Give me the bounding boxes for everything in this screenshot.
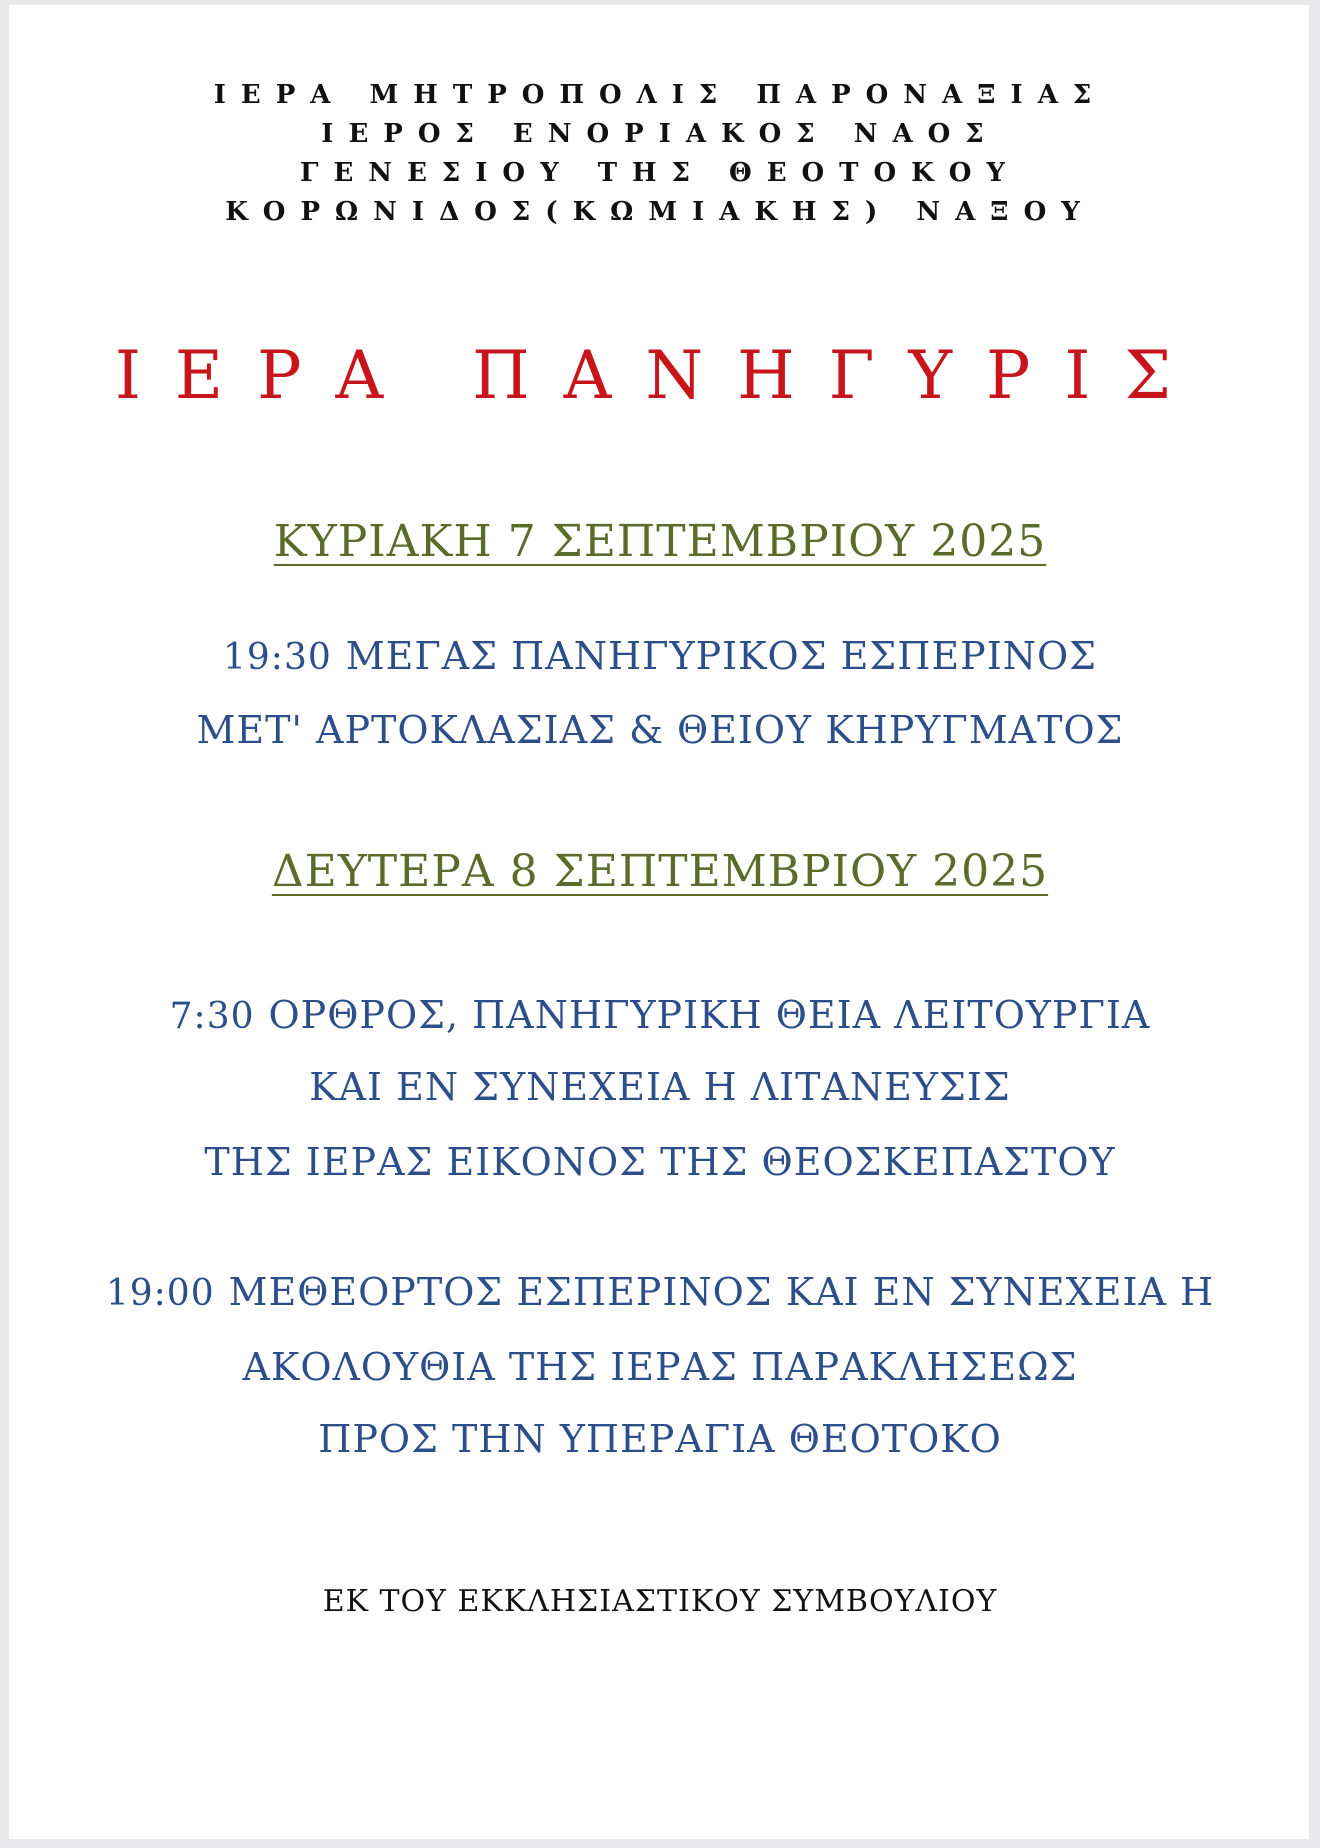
- day2-evening-line-3: ΠΡΟΣ ΤΗΝ ΥΠΕΡΑΓΙΑ ΘΕΟΤΟΚΟ: [318, 1417, 1002, 1461]
- header-location: ΚΟΡΩΝΙΔΟΣ(ΚΩΜΙΑΚΗΣ) ΝΑΞΟΥ: [225, 197, 1095, 227]
- day2-morning-time: 7:30: [169, 996, 255, 1037]
- day1-date: ΚΥΡΙΑΚΗ 7 ΣΕΠΤΕΜΒΡΙΟΥ 2025: [273, 516, 1047, 567]
- day1-line-1-text: ΜΕΓΑΣ ΠΑΝΗΓΥΡΙΚΟΣ ΕΣΠΕΡΙΝΟΣ: [345, 634, 1097, 678]
- day2-morning-line-3: ΤΗΣ ΙΕΡΑΣ ΕΙΚΟΝΟΣ ΤΗΣ ΘΕΟΣΚΕΠΑΣΤΟΥ: [204, 1140, 1116, 1184]
- header-church-name: ΓΕΝΕΣΙΟΥ ΤΗΣ ΘΕΟΤΟΚΟΥ: [300, 158, 1020, 188]
- announcement-page: [9, 5, 1309, 1839]
- day2-evening-line-1-text: ΜΕΘΕΟΡΤΟΣ ΕΣΠΕΡΙΝΟΣ ΚΑΙ ΕΝ ΣΥΝΕΧΕΙΑ Η: [228, 1270, 1215, 1314]
- page-title: ΙΕΡΑ ΠΑΝΗΓΥΡΙΣ: [114, 337, 1206, 414]
- day2-morning-line-2: ΚΑΙ ΕΝ ΣΥΝΕΧΕΙΑ Η ΛΙΤΑΝΕΥΣΙΣ: [309, 1065, 1011, 1109]
- header-parish: ΙΕΡΟΣ ΕΝΟΡΙΑΚΟΣ ΝΑΟΣ: [321, 119, 999, 149]
- day2-evening-line-2: ΑΚΟΛΟΥΘΙΑ ΤΗΣ ΙΕΡΑΣ ΠΑΡΑΚΛΗΣΕΩΣ: [242, 1345, 1078, 1389]
- day1-service-line-2: ΜΕΤ' ΑΡΤΟΚΛΑΣΙΑΣ & ΘΕΙΟΥ ΚΗΡΥΓΜΑΤΟΣ: [196, 708, 1124, 752]
- day2-morning-line-1: [0, 993, 1320, 1037]
- day1-time: 19:30: [223, 637, 332, 678]
- day2-date: ΔΕΥΤΕΡΑ 8 ΣΕΠΤΕΜΒΡΙΟΥ 2025: [271, 846, 1049, 897]
- day2-evening-line-1: [0, 1270, 1320, 1314]
- day2-evening-time: 19:00: [105, 1273, 215, 1314]
- day2-morning-line-1-text: ΟΡΘΡΟΣ, ΠΑΝΗΓΥΡΙΚΗ ΘΕΙΑ ΛΕΙΤΟΥΡΓΙΑ: [268, 993, 1151, 1037]
- day1-service-line-1: [0, 634, 1320, 678]
- footer-signature: ΕΚ ΤΟΥ ΕΚΚΛΗΣΙΑΣΤΙΚΟΥ ΣΥΜΒΟΥΛΙΟΥ: [322, 1584, 998, 1619]
- header-metropolis: ΙΕΡΑ ΜΗΤΡΟΠΟΛΙΣ ΠΑΡΟΝΑΞΙΑΣ: [213, 80, 1107, 110]
